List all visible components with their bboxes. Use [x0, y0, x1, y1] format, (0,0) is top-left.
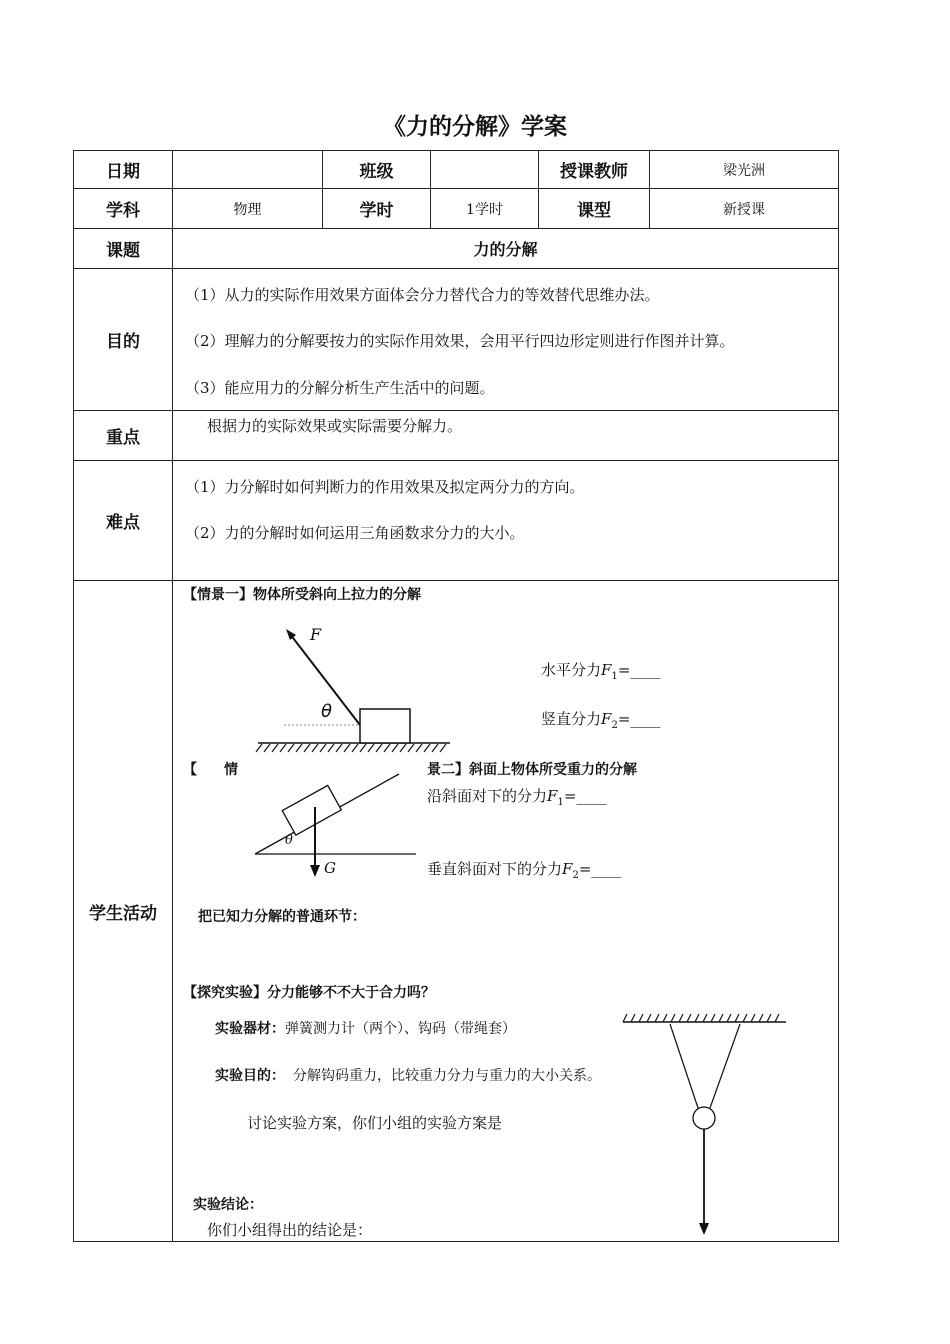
conclusion-label: 实验结论： — [193, 1197, 263, 1213]
scene2-title: 景二】斜面上物体所受重力的分解 — [427, 762, 637, 778]
scene2-char: 情 — [224, 762, 238, 778]
type-value: 新授课 — [650, 189, 839, 229]
scene2-bracket: 【 — [183, 762, 197, 778]
goals-label: 目的 — [74, 269, 173, 411]
teacher-value: 梁光洲 — [650, 151, 839, 189]
pull-force-diagram — [248, 621, 453, 761]
goal-item-1: （1）从力的实际作用效果方面体会分力替代合力的等效替代思维办法。 — [185, 286, 660, 304]
aim-line: 实验目的： 分解钩码重力，比较重力分力与重力的大小关系。 — [215, 1068, 601, 1084]
scene1-title: 【情景一】物体所受斜向上拉力的分解 — [183, 587, 421, 603]
key-point-text: 根据力的实际效果或实际需要分解力。 — [207, 417, 463, 435]
equipment-line: 实验器材：弹簧测力计（两个）、钩码（带绳套） — [215, 1021, 516, 1037]
class-value[interactable] — [431, 151, 539, 189]
steps-label: 把已知力分解的普通环节： — [198, 909, 366, 925]
discuss-text: 讨论实验方案，你们小组的实验方案是 — [247, 1114, 503, 1132]
activity-label: 学生活动 — [74, 581, 173, 1242]
date-label: 日期 — [74, 151, 173, 189]
activity-cell — [173, 581, 839, 1242]
page-title: 《力的分解》学案 — [383, 114, 567, 140]
theta-label-1: θ — [321, 701, 333, 722]
type-label: 课型 — [539, 189, 650, 229]
hours-label: 学时 — [323, 189, 431, 229]
subject-label: 学科 — [74, 189, 173, 229]
goal-item-3: （3）能应用力的分解分析生产生活中的问题。 — [185, 379, 495, 397]
difficulty-cell — [173, 461, 839, 581]
hours-value: 1学时 — [431, 189, 539, 229]
subject-value: 物理 — [173, 189, 323, 229]
key-point-cell — [173, 411, 839, 461]
vertical-component-question: 竖直分力$F_2=\_\_\_\_$ — [541, 710, 661, 731]
theta-label-2: θ — [285, 833, 293, 848]
along-incline-question: 沿斜面对下的分力$F_1=\_\_\_\_$ — [427, 787, 607, 808]
explore-title: 【探究实验】分力能够不不大于合力吗？ — [183, 985, 435, 1001]
gravity-g-label: G — [324, 859, 336, 877]
topic-label: 课题 — [74, 229, 173, 269]
lesson-plan-table — [73, 150, 839, 1242]
difficulty-item-1: （1）力分解时如何判断力的作用效果及拟定两分力的方向。 — [185, 478, 585, 496]
difficulty-label: 难点 — [74, 461, 173, 581]
perpendicular-incline-question: 垂直斜面对下的分力$F_2=\_\_\_\_$ — [427, 860, 622, 881]
difficulty-item-2: （2）力的分解时如何运用三角函数求分力的大小。 — [185, 524, 525, 542]
conclusion-text: 你们小组得出的结论是： — [207, 1221, 373, 1239]
date-value[interactable] — [173, 151, 323, 189]
incline-diagram — [251, 771, 421, 881]
goals-cell — [173, 269, 839, 411]
force-f-label: F — [310, 625, 322, 644]
spring-experiment-diagram — [618, 1011, 793, 1239]
class-label: 班级 — [323, 151, 431, 189]
horizontal-component-question: 水平分力$F_1=\_\_\_\_$ — [541, 661, 661, 682]
key-point-label: 重点 — [74, 411, 173, 461]
teacher-label: 授课教师 — [539, 151, 650, 189]
topic-value: 力的分解 — [173, 229, 839, 269]
goal-item-2: （2）理解力的分解要按力的实际作用效果，会用平行四边形定则进行作图并计算。 — [185, 332, 735, 350]
